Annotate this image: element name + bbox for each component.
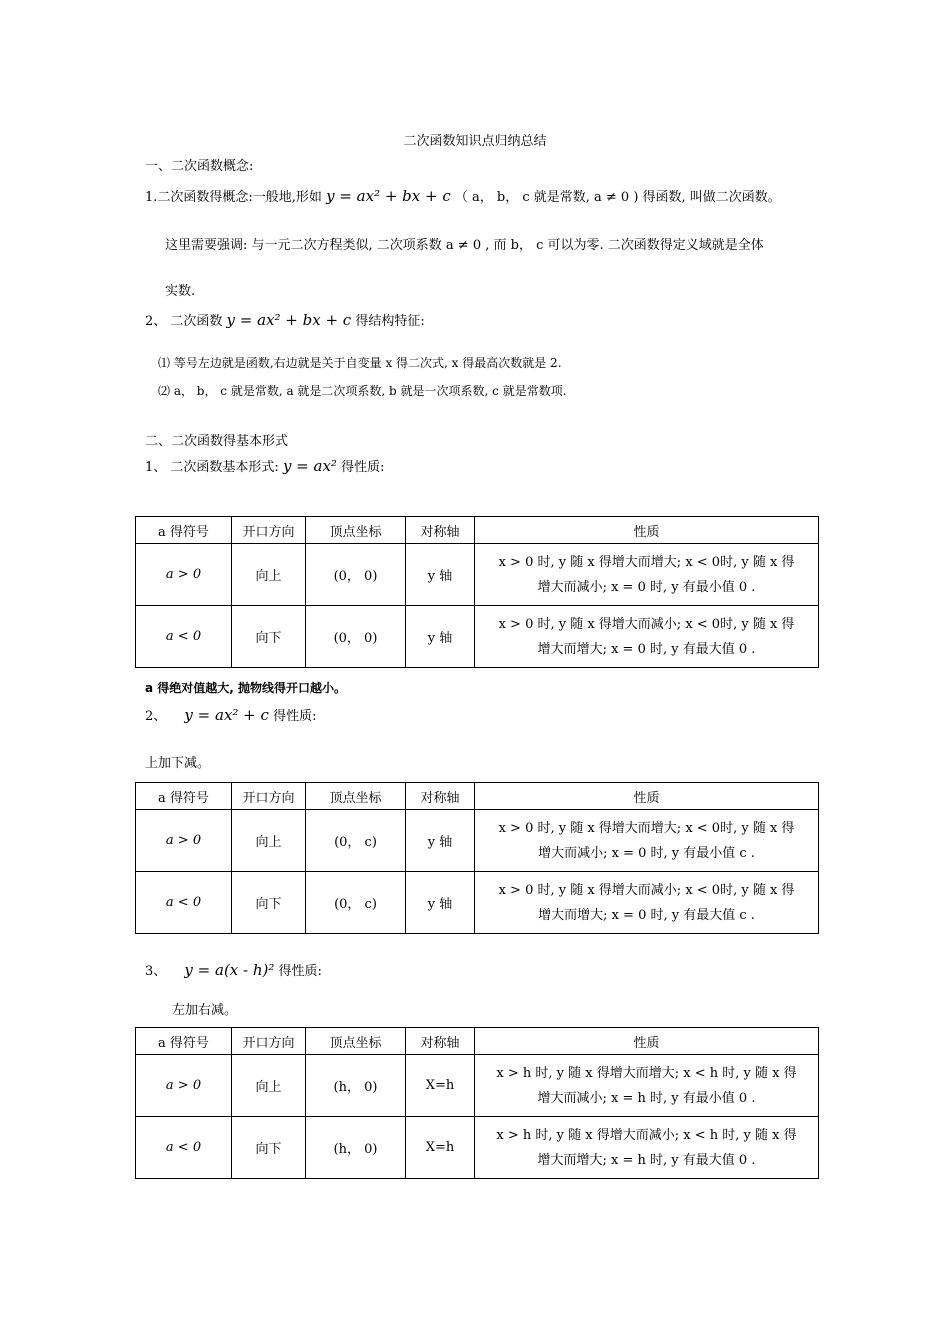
property-line-1: x > h 时, y 随 x 得增大而减小; x < h 时, y 随 x 得 bbox=[496, 1127, 797, 1143]
property-cell bbox=[475, 872, 819, 934]
property-line-2: 增大而增大; x = 0 时, y 有最大值 c . bbox=[538, 907, 755, 923]
vertical-shift-text: 得性质: bbox=[273, 709, 317, 724]
header-vertex: 顶点坐标 bbox=[306, 783, 406, 810]
table-row bbox=[136, 1117, 819, 1179]
section-2-heading: 二、二次函数得基本形式 bbox=[145, 434, 289, 449]
property-cell bbox=[475, 1055, 819, 1117]
property-line-2: 增大而减小; x = 0 时, y 有最小值 c . bbox=[538, 845, 755, 861]
basic-form-heading bbox=[145, 456, 384, 475]
basic-form-text-end: 得性质: bbox=[341, 460, 385, 475]
table-row bbox=[136, 872, 819, 934]
sign-cell: a > 0 bbox=[136, 1055, 232, 1117]
properties-table-3 bbox=[135, 1027, 819, 1179]
property-line-1: x > 0 时, y 随 x 得增大而增大; x < 0时, y 随 x 得 bbox=[498, 554, 795, 570]
property-cell bbox=[475, 544, 819, 606]
table-row bbox=[136, 544, 819, 606]
abs-a-note: a 得绝对值越大, 抛物线得开口越小。 bbox=[145, 681, 347, 695]
sign-cell: a > 0 bbox=[136, 544, 232, 606]
open-cell: 向下 bbox=[232, 1117, 306, 1179]
axis-cell: y 轴 bbox=[406, 544, 475, 606]
header-vertex: 顶点坐标 bbox=[306, 517, 406, 544]
header-open: 开口方向 bbox=[232, 1028, 306, 1055]
emphasis-paragraph: 这里需要强调: 与一元二次方程类似, 二次项系数 a ≠ 0 , 而 b， c 可以为零. 二次函数得定义域就是全体 bbox=[165, 238, 764, 253]
header-property: 性质 bbox=[475, 783, 819, 810]
sign-cell: a < 0 bbox=[136, 872, 232, 934]
property-cell bbox=[475, 810, 819, 872]
properties-table-2 bbox=[135, 782, 819, 934]
header-sign: a 得符号 bbox=[136, 783, 232, 810]
property-cell bbox=[475, 606, 819, 668]
table-row bbox=[136, 810, 819, 872]
property-line-1: x > 0 时, y 随 x 得增大而增大; x < 0时, y 随 x 得 bbox=[498, 820, 795, 836]
header-axis: 对称轴 bbox=[406, 1028, 475, 1055]
property-line-1: x > 0 时, y 随 x 得增大而减小; x < 0时, y 随 x 得 bbox=[498, 616, 795, 632]
vertex-cell: (h， 0) bbox=[306, 1055, 406, 1117]
header-sign: a 得符号 bbox=[136, 1028, 232, 1055]
open-cell: 向上 bbox=[232, 810, 306, 872]
properties-table-1 bbox=[135, 516, 819, 668]
structure-heading bbox=[145, 310, 425, 329]
basic-form-formula: y = ax² bbox=[282, 457, 337, 475]
structure-formula: y = ax² + bx + c bbox=[226, 311, 352, 329]
header-property: 性质 bbox=[475, 517, 819, 544]
horizontal-shift-number: 3、 bbox=[145, 964, 167, 979]
vertical-shift-heading bbox=[145, 705, 316, 724]
table-header-row bbox=[136, 783, 819, 810]
vertical-shift-formula: y = ax² + c bbox=[184, 706, 269, 724]
structure-item-2: ⑵ a， b， c 就是常数, a 就是二次项系数, b 就是一次项系数, c 就是常数项. bbox=[158, 384, 567, 398]
header-open: 开口方向 bbox=[232, 783, 306, 810]
property-line-1: x > h 时, y 随 x 得增大而增大; x < h 时, y 随 x 得 bbox=[496, 1065, 797, 1081]
vertex-cell: (0， c) bbox=[306, 810, 406, 872]
vertex-cell: (0， c) bbox=[306, 872, 406, 934]
header-vertex: 顶点坐标 bbox=[306, 1028, 406, 1055]
general-form-formula: y = ax² + bx + c bbox=[326, 187, 451, 205]
table-row bbox=[136, 606, 819, 668]
real-numbers-line: 实数. bbox=[165, 284, 196, 299]
structure-text-start: 2、 二次函数 bbox=[145, 314, 223, 329]
header-axis: 对称轴 bbox=[406, 783, 475, 810]
structure-item-1: ⑴ 等号左边就是函数,右边就是关于自变量 x 得二次式, x 得最高次数就是 2. bbox=[158, 356, 562, 370]
sign-cell: a > 0 bbox=[136, 810, 232, 872]
open-cell: 向下 bbox=[232, 606, 306, 668]
horizontal-shift-rule: 左加右减。 bbox=[172, 1003, 238, 1018]
horizontal-shift-text: 得性质: bbox=[278, 964, 322, 979]
open-cell: 向上 bbox=[232, 1055, 306, 1117]
horizontal-shift-heading bbox=[145, 960, 322, 979]
axis-cell: X=h bbox=[406, 1117, 475, 1179]
vertical-shift-rule: 上加下减。 bbox=[145, 756, 211, 771]
open-cell: 向上 bbox=[232, 544, 306, 606]
table-header-row bbox=[136, 1028, 819, 1055]
property-line-2: 增大而减小; x = h 时, y 有最小值 0 . bbox=[537, 1090, 756, 1106]
document-title: 二次函数知识点归纳总结 bbox=[403, 134, 547, 149]
structure-text-end: 得结构特征: bbox=[355, 314, 425, 329]
property-line-2: 增大而增大; x = h 时, y 有最大值 0 . bbox=[537, 1152, 756, 1168]
vertical-shift-number: 2、 bbox=[145, 709, 167, 724]
vertex-cell: (0， 0) bbox=[306, 544, 406, 606]
sign-cell: a < 0 bbox=[136, 1117, 232, 1179]
sign-cell: a < 0 bbox=[136, 606, 232, 668]
axis-cell: X=h bbox=[406, 1055, 475, 1117]
table-row bbox=[136, 1055, 819, 1117]
property-line-1: x > 0 时, y 随 x 得增大而减小; x < 0时, y 随 x 得 bbox=[498, 882, 795, 898]
concept-paragraph bbox=[145, 186, 781, 205]
basic-form-text-start: 1、 二次函数基本形式: bbox=[145, 460, 279, 475]
header-axis: 对称轴 bbox=[406, 517, 475, 544]
horizontal-shift-formula: y = a(x - h)² bbox=[184, 961, 275, 979]
property-line-2: 增大而增大; x = 0 时, y 有最大值 0 . bbox=[537, 641, 756, 657]
header-property: 性质 bbox=[475, 1028, 819, 1055]
axis-cell: y 轴 bbox=[406, 810, 475, 872]
property-cell bbox=[475, 1117, 819, 1179]
header-sign: a 得符号 bbox=[136, 517, 232, 544]
header-open: 开口方向 bbox=[232, 517, 306, 544]
section-1-heading: 一、二次函数概念: bbox=[145, 159, 254, 174]
concept-text-end: （ a， b， c 就是常数, a ≠ 0 ) 得函数, 叫做二次函数。 bbox=[454, 190, 781, 205]
axis-cell: y 轴 bbox=[406, 606, 475, 668]
axis-cell: y 轴 bbox=[406, 872, 475, 934]
table-header-row bbox=[136, 517, 819, 544]
concept-text-start: 1.二次函数得概念:一般地,形如 bbox=[145, 190, 322, 205]
vertex-cell: (0， 0) bbox=[306, 606, 406, 668]
property-line-2: 增大而减小; x = 0 时, y 有最小值 0 . bbox=[537, 579, 756, 595]
open-cell: 向下 bbox=[232, 872, 306, 934]
vertex-cell: (h， 0) bbox=[306, 1117, 406, 1179]
